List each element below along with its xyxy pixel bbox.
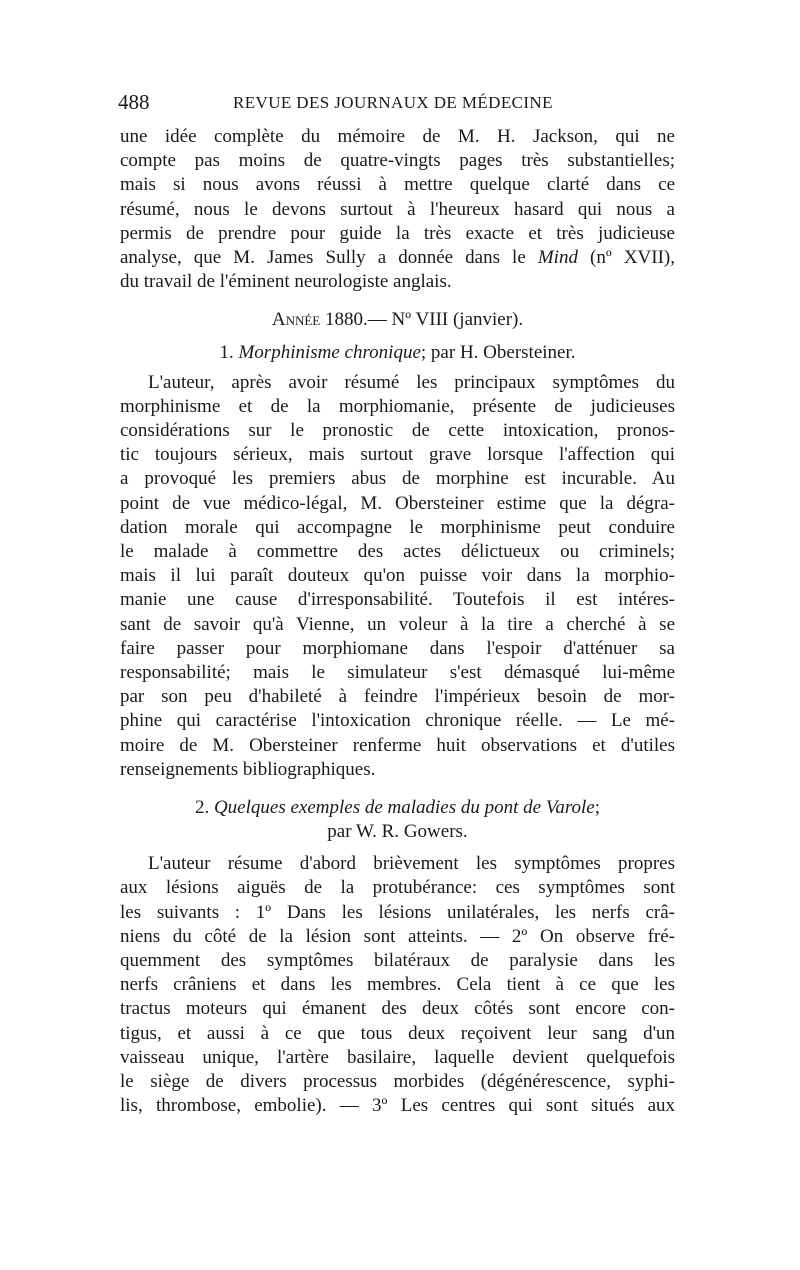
text-line: L'auteur résume d'abord brièvement les symptômes propres bbox=[148, 853, 675, 875]
section-title: Morphinisme chronique bbox=[238, 341, 421, 363]
journal-name: Mind bbox=[537, 246, 578, 268]
text-line: aux lésions aiguës de la protubérance: ces symptômes sont bbox=[120, 877, 675, 899]
text-line: nerfs crâniens et dans les membres. Cela tient à ce que les bbox=[120, 974, 675, 996]
text-line: considérations sur le pronostic de cette intoxication, pronos- bbox=[120, 420, 675, 442]
text-line: a provoqué les premiers abus de morphine est incurable. Au bbox=[120, 468, 675, 490]
text-line: par son peu d'habileté à feindre l'impérieux besoin de mor- bbox=[120, 686, 675, 708]
page-body bbox=[120, 125, 675, 1118]
running-title: REVUE DES JOURNAUX DE MÉDECINE bbox=[233, 93, 553, 112]
section-author: ; par H. Obersteiner. bbox=[420, 341, 576, 363]
text-line: niens du côté de la lésion sont atteints. — 2º On observe fré- bbox=[120, 925, 675, 947]
text-line: renseignements bibliographiques. bbox=[120, 758, 376, 780]
text-line: résumé, nous le devons surtout à l'heureux hasard qui nous a bbox=[120, 198, 675, 220]
text-fragment: (nº XVII), bbox=[577, 246, 675, 268]
text-line: phine qui caractérise l'intoxication chronique réelle. — Le mé- bbox=[120, 710, 675, 732]
section-2-paragraph bbox=[120, 852, 675, 1118]
page-number: 488 bbox=[118, 90, 150, 114]
text-line: une idée complète du mémoire de M. H. Jackson, qui ne bbox=[120, 126, 675, 147]
section-1-heading bbox=[120, 341, 675, 365]
text-line: les suivants : 1º Dans les lésions unilatérales, les nerfs crâ- bbox=[120, 901, 675, 923]
intro-paragraph bbox=[120, 125, 675, 294]
text-line: quemment des symptômes bilatéraux de paralysie dans les bbox=[120, 950, 675, 971]
year-heading-label: Année bbox=[271, 309, 321, 331]
year-heading bbox=[120, 308, 675, 332]
text-line: sant de savoir qu'à Vienne, un voleur à la tire a cherché à se bbox=[120, 613, 675, 635]
section-title: Quelques exemples de maladies du pont de Varole bbox=[213, 796, 595, 818]
text-line bbox=[120, 246, 675, 270]
text-line: le siège de divers processus morbides (dégénérescence, syphi- bbox=[120, 1070, 675, 1092]
section-title-end: ; bbox=[594, 796, 601, 818]
section-number: 1. bbox=[219, 341, 239, 363]
year-heading-rest: 1880.— Nº VIII (janvier). bbox=[320, 309, 524, 331]
text-line: vaisseau unique, l'artère basilaire, laquelle devient quelquefois bbox=[120, 1046, 675, 1068]
text-line: manie une cause d'irresponsabilité. Toutefois il est intéres- bbox=[120, 589, 675, 611]
section-2-heading bbox=[120, 796, 675, 820]
text-line: permis de prendre pour guide la très exacte et très judicieuse bbox=[120, 222, 675, 244]
page-header bbox=[118, 90, 678, 118]
section-2-author: par W. R. Gowers. bbox=[327, 821, 468, 843]
text-line: moire de M. Obersteiner renferme huit observations et d'utiles bbox=[120, 734, 675, 756]
text-line: du travail de l'éminent neurologiste anglais. bbox=[120, 271, 452, 293]
text-line: responsabilité; mais le simulateur s'est démasqué lui-même bbox=[120, 661, 675, 683]
text-line: lis, thrombose, embolie). — 3º Les centres qui sont situés aux bbox=[120, 1095, 675, 1117]
text-line: le malade à commettre des actes délictueux ou criminels; bbox=[120, 541, 675, 562]
text-line: morphinisme et de la morphiomanie, présente de judicieuses bbox=[120, 395, 675, 417]
text-line: mais si nous avons réussi à mettre quelque clarté dans ce bbox=[120, 174, 675, 196]
text-line: tic toujours sérieux, mais surtout grave lorsque l'affection qui bbox=[120, 444, 675, 466]
section-1-paragraph bbox=[120, 371, 675, 782]
section-number: 2. bbox=[194, 796, 214, 818]
text-line: compte pas moins de quatre-vingts pages très substantielles; bbox=[120, 150, 675, 172]
text-line: tigus, et aussi à ce que tous deux reçoivent leur sang d'un bbox=[120, 1022, 675, 1044]
text-line: dation morale qui accompagne le morphinisme peut conduire bbox=[120, 516, 675, 538]
text-fragment: analyse, que M. James Sully a donnée dans le bbox=[120, 246, 538, 268]
text-line: faire passer pour morphiomane dans l'espoir d'atténuer sa bbox=[120, 637, 675, 659]
text-line: mais il lui paraît douteux qu'on puisse voir dans la morphio- bbox=[120, 565, 675, 587]
text-line: point de vue médico-légal, M. Obersteiner estime que la dégra- bbox=[120, 492, 675, 514]
text-line: tractus moteurs qui émanent des deux côtés sont encore con- bbox=[120, 998, 675, 1020]
text-line: L'auteur, après avoir résumé les principaux symptômes du bbox=[148, 371, 675, 393]
